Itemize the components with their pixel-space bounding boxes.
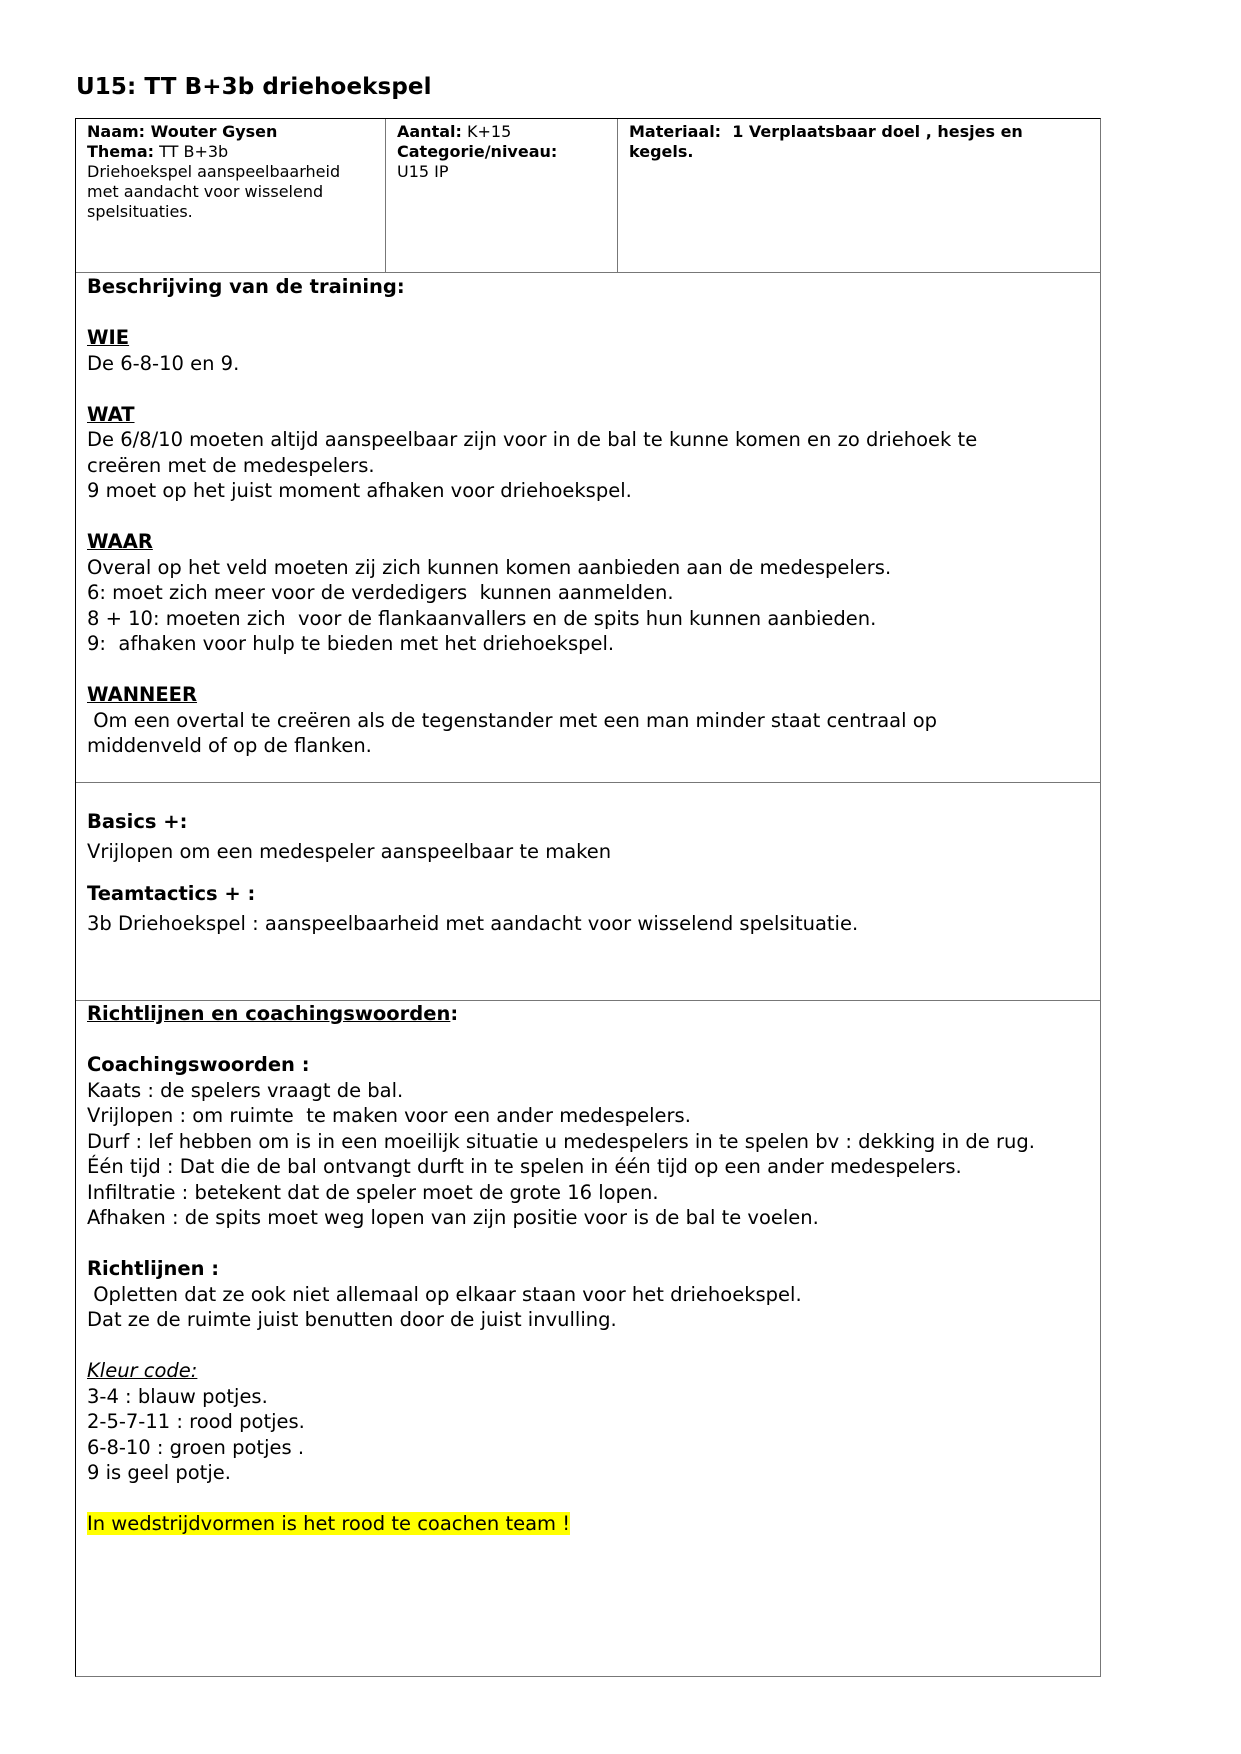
teamtactics-text: 3b Driehoekspel : aanspeelbaarheid met aandacht voor wisselend spelsituatie.: [87, 912, 859, 935]
kleurcode-item: 9 is geel potje.: [87, 1461, 231, 1484]
description-section: [76, 273, 1100, 783]
categorie-label: Categorie/niveau:: [397, 142, 558, 161]
naam-field: [87, 122, 374, 142]
highlight-note: In wedstrijdvormen is het rood te coachen team !: [87, 1512, 571, 1535]
kleurcode-item: 2-5-7-11 : rood potjes.: [87, 1410, 305, 1433]
waar-line: 8 + 10: moeten zich voor de flankaanvallers en de spits hun kunnen aanbieden.: [87, 606, 877, 630]
coachingswoord-item: Één tijd : Dat die de bal ontvangt durft in te spelen in één tijd op een ander medespelers.: [87, 1155, 962, 1178]
aantal-field: [397, 122, 606, 142]
coachingswoord-item: Vrijlopen : om ruimte te maken voor een ander medespelers.: [87, 1104, 691, 1127]
wanneer-line: middenveld of op de flanken.: [87, 734, 372, 757]
wie-line: De 6-8-10 en 9.: [87, 351, 240, 375]
kleurcode-item: 3-4 : blauw potjes.: [87, 1384, 268, 1408]
thema-description: Driehoekspel aanspeelbaarheid met aandacht voor wisselend spelsituaties.: [87, 162, 346, 221]
header-cell-naam-thema: [76, 119, 386, 272]
kleurcode-item: 6-8-10 : groen potjes .: [87, 1435, 305, 1459]
coaching-section: [76, 1001, 1100, 1676]
highlight-note-line: [87, 1511, 1089, 1537]
basics-text: Vrijlopen om een medespeler aanspeelbaar te maken: [87, 840, 612, 863]
header-row: [76, 119, 1100, 273]
materiaal-value: 1 Verplaatsbaar doel , hesjes en kegels.: [629, 122, 1029, 161]
header-cell-aantal-categorie: [386, 119, 618, 272]
richtlijnen-heading: Richtlijnen :: [87, 1257, 220, 1280]
aantal-value: K+15: [467, 122, 512, 141]
wat-line: 9 moet op het juist moment afhaken voor driehoekspel.: [87, 479, 632, 502]
wanneer-heading: WANNEER: [87, 683, 198, 706]
waar-line: 6: moet zich meer voor de verdedigers kunnen aanmelden.: [87, 581, 674, 604]
description-heading: Beschrijving van de training:: [87, 275, 405, 298]
coachingswoord-item: Afhaken : de spits moet weg lopen van zijn positie voor is de bal te voelen.: [87, 1206, 819, 1229]
materiaal-field: [629, 122, 1089, 162]
coachingswoorden-heading: Coachingswoorden :: [87, 1053, 310, 1076]
richtlijn-item: Dat ze de ruimte juist benutten door de juist invulling.: [87, 1308, 617, 1331]
richtlijn-item: Opletten dat ze ook niet allemaal op elkaar staan voor het driehoekspel.: [87, 1282, 802, 1306]
waar-line: 9: afhaken voor hulp te bieden met het driehoekspel.: [87, 632, 615, 655]
thema-label: Thema:: [87, 142, 155, 161]
wat-heading: WAT: [87, 402, 135, 426]
naam-label: Naam:: [87, 122, 146, 141]
page-title: U15: TT B+3b driehoekspel: [76, 74, 432, 100]
coachingswoord-item: Durf : lef hebben om is in een moeilijk situatie u medespelers in te spelen bv : dekking in de rug.: [87, 1129, 1035, 1153]
header-cell-materiaal: [618, 119, 1100, 272]
kleurcode-heading: [87, 1358, 1089, 1384]
teamtactics-heading: Teamtactics + :: [87, 882, 256, 905]
naam-value: Wouter Gysen: [150, 122, 278, 141]
materiaal-label: Materiaal:: [629, 122, 722, 141]
waar-line: Overal op het veld moeten zij zich kunnen komen aanbieden aan de medespelers.: [87, 555, 892, 579]
coaching-heading: [87, 1001, 1089, 1027]
training-sheet: [75, 118, 1101, 1677]
basics-section: [76, 783, 1100, 1001]
thema-field: [87, 142, 374, 162]
wie-heading: WIE: [87, 326, 130, 349]
coachingswoord-item: Kaats : de spelers vraagt de bal.: [87, 1078, 404, 1102]
basics-heading: Basics +:: [87, 810, 188, 833]
wanneer-line: Om een overtal te creëren als de tegenstander met een man minder staat centraal op: [87, 708, 938, 732]
thema-value: TT B+3b: [159, 142, 229, 161]
coaching-heading-text: Richtlijnen en coachingswoorden: [87, 1002, 451, 1025]
categorie-value: U15 IP: [397, 162, 449, 181]
waar-heading: WAAR: [87, 530, 153, 553]
aantal-label: Aantal:: [397, 122, 462, 141]
coachingswoord-item: Infiltratie : betekent dat de speler moet de grote 16 lopen.: [87, 1180, 659, 1204]
wat-line: De 6/8/10 moeten altijd aanspeelbaar zijn voor in de bal te kunne komen en zo driehoek te: [87, 428, 978, 451]
wat-line: creëren met de medespelers.: [87, 453, 375, 477]
kleurcode-heading-text: Kleur code:: [87, 1359, 198, 1382]
coaching-heading-suffix: :: [450, 1002, 459, 1025]
